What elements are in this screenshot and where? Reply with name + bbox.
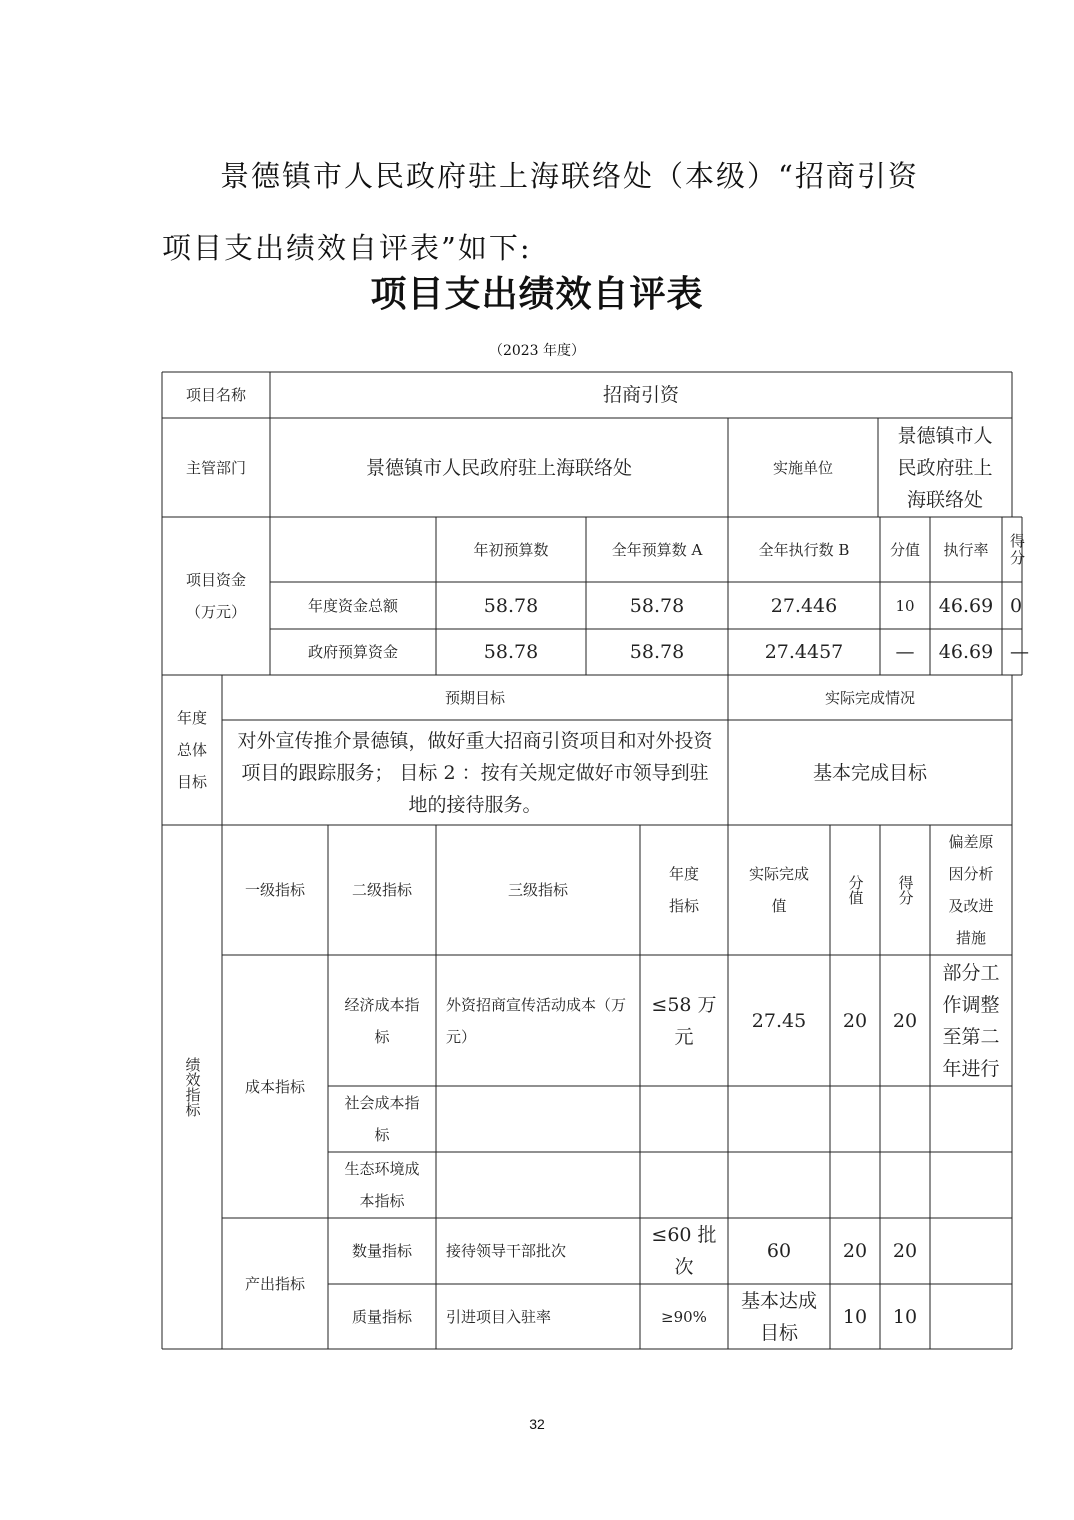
- output-row-quantity-score: 20: [892, 1240, 918, 1262]
- output-row-quality-level2: 质量指标: [351, 1307, 412, 1326]
- output-row-quality-level3: 引进项目入驻率: [446, 1307, 552, 1326]
- funds-row-gov-executed: 27.4457: [764, 641, 844, 663]
- page-title: 项目支出绩效自评表: [370, 274, 704, 315]
- impl-label: 实施单位: [772, 458, 833, 477]
- output-row-quality-actual: 基本达成目标: [740, 1289, 817, 1344]
- funds-header-rate: 执行率: [943, 540, 989, 559]
- cost-row-economic-actual: 27.45: [751, 1009, 807, 1032]
- output-row-quantity-value: 20: [842, 1240, 868, 1262]
- funds-row-total-executed: 27.446: [770, 594, 838, 617]
- project-name-label: 项目名称: [185, 386, 246, 404]
- cost-row-social-level2: 社会成本指标: [344, 1094, 420, 1144]
- output-row-quality-target: ≥90%: [661, 1307, 707, 1326]
- indicators-header-score: 得分: [896, 875, 915, 905]
- indicators-header-actual: 实际完成值: [748, 865, 809, 915]
- cost-row-eco-level2: 生态环境成本指标: [344, 1160, 420, 1210]
- funds-row-gov-score: —: [1010, 641, 1029, 663]
- output-row-quantity-target: ≤60 批次: [651, 1224, 717, 1278]
- goal-expected-text: 对外宣传推介景德镇，做好重大招商引资项目和对外投资项目的跟踪服务； 目标 2 ：按有关规定做好市领导到驻地的接待服务。: [237, 729, 713, 816]
- cost-row-economic-score: 20: [892, 1009, 918, 1032]
- funds-row-total-score-value: 10: [895, 596, 915, 615]
- cost-row-economic-level2: 经济成本指标: [344, 995, 420, 1046]
- funds-row-total-initial: 58.78: [483, 594, 539, 617]
- page-number: 32: [529, 1416, 545, 1432]
- output-row-quality-value: 10: [842, 1305, 868, 1328]
- intro-paragraph: 景德镇市人民政府驻上海联络处（本级）“招商引资项目支出绩效自评表”如下:: [162, 159, 919, 265]
- funds-label: 项目资金（万元）: [185, 571, 246, 621]
- indicators-header-value: 分值: [846, 875, 865, 905]
- indicators-header-level1: 一级指标: [244, 881, 305, 899]
- cost-level1: 成本指标: [244, 1077, 305, 1096]
- indicators-label: 绩效指标: [183, 1057, 202, 1117]
- year-label: （2023 年度）: [488, 343, 586, 359]
- dept-value: 景德镇市人民政府驻上海联络处: [365, 456, 632, 479]
- funds-row-gov-initial: 58.78: [483, 641, 539, 663]
- funds-header-executed: 全年执行数 B: [758, 540, 850, 559]
- funds-row-total-rate: 46.69: [938, 594, 994, 617]
- funds-row-gov-annual: 58.78: [629, 641, 685, 663]
- project-name-value: 招商引资: [602, 384, 679, 406]
- cost-row-economic-target: ≤58 万元: [651, 993, 717, 1048]
- funds-header-annual: 全年预算数 A: [611, 540, 703, 559]
- output-row-quantity-actual: 60: [766, 1240, 792, 1262]
- goal-actual-text: 基本完成目标: [812, 761, 927, 784]
- funds-row-total-score: 0: [1010, 594, 1023, 617]
- funds-row-gov-rate: 46.69: [938, 641, 994, 663]
- goal-expected-header: 预期目标: [444, 688, 505, 707]
- cost-row-economic-level3: 外资招商宣传活动成本（万元）: [446, 995, 627, 1046]
- output-row-quality-score: 10: [892, 1305, 918, 1328]
- goal-actual-header: 实际完成情况: [824, 688, 915, 707]
- cost-row-economic-value: 20: [842, 1009, 868, 1032]
- funds-header-score: 得分: [1010, 531, 1026, 567]
- output-level1: 产出指标: [244, 1274, 305, 1293]
- impl-value: 景德镇市人民政府驻上海联络处: [897, 424, 993, 511]
- output-row-quantity-level3: 接待领导干部批次: [446, 1242, 567, 1260]
- indicators-header-reason: 偏差原因分析及改进措施: [948, 833, 994, 947]
- funds-row-total-annual: 58.78: [629, 594, 685, 617]
- indicators-header-level2: 二级指标: [351, 881, 412, 899]
- funds-row-gov-score-value: —: [895, 641, 915, 663]
- funds-row-total-name: 年度资金总额: [307, 596, 398, 615]
- funds-header-initial: 年初预算数: [473, 540, 549, 559]
- funds-header-score-value: 分值: [889, 540, 920, 559]
- output-row-quantity-level2: 数量指标: [351, 1242, 412, 1260]
- indicators-header-target: 年度指标: [668, 865, 699, 915]
- goal-label: 年度总体目标: [176, 709, 207, 791]
- funds-row-gov-name: 政府预算资金: [307, 643, 398, 661]
- indicators-header-level3: 三级指标: [507, 881, 568, 899]
- cost-row-economic-reason: 部分工作调整至第二年进行: [942, 961, 1000, 1080]
- dept-label: 主管部门: [185, 458, 246, 477]
